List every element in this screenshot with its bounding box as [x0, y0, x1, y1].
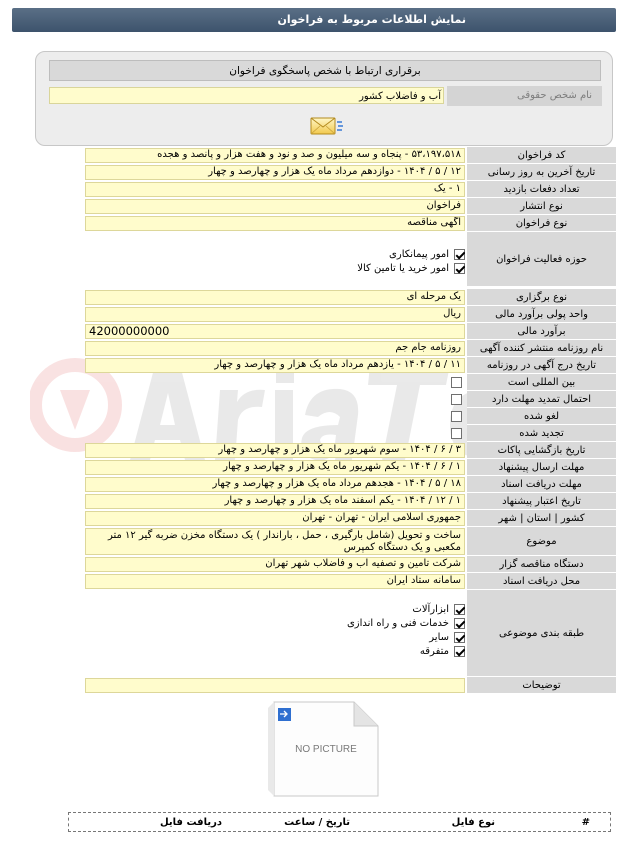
row-newspaper [85, 340, 616, 357]
call-type-value: آگهی مناقصه [85, 216, 465, 231]
row-notes [85, 677, 616, 694]
checkbox[interactable] [454, 632, 465, 643]
currency-label: واحد پولی برآورد مالی [467, 306, 616, 323]
row-visits [85, 181, 616, 198]
category-item-tools[interactable] [88, 603, 465, 616]
call-type-label: نوع فراخوان [467, 215, 616, 232]
last-update-value: ۱۲ / ۵ / ۱۴۰۴ - دوازدهم مرداد ماه یک هزار و چهارصد و چهار [85, 165, 465, 180]
renewed-checkbox[interactable] [451, 428, 462, 439]
no-picture-image [268, 700, 380, 798]
row-organizer [85, 556, 616, 573]
submit-deadline-label: مهلت ارسال پیشنهاد [467, 459, 616, 476]
files-col-type: نوع فایل [451, 817, 495, 828]
activity-item-procurement[interactable] [88, 262, 465, 275]
checkbox[interactable] [454, 263, 465, 274]
cancelled-checkbox[interactable] [451, 411, 462, 422]
location-value: جمهوری اسلامی ایران - تهران - تهران [85, 511, 465, 526]
visits-value: ۱ - یک [85, 182, 465, 197]
row-cancelled [85, 408, 616, 425]
extension-label: احتمال تمدید مهلت دارد [467, 391, 616, 408]
category-item-technical[interactable] [88, 617, 465, 630]
cancelled-value [85, 409, 465, 424]
validity-label: تاریخ اعتبار پیشنهاد [467, 493, 616, 510]
row-renewed [85, 425, 616, 442]
notes-value [85, 678, 465, 693]
doc-place-value: سامانه ستاد ایران [85, 574, 465, 589]
last-update-label: تاریخ آخرین به روز رسانی [467, 164, 616, 181]
cancelled-label: لغو شده [467, 408, 616, 425]
files-col-date: تاریخ / ساعت [284, 817, 350, 828]
row-extension [85, 391, 616, 408]
newspaper-value: روزنامه جام جم [85, 341, 465, 356]
row-category [85, 590, 616, 677]
files-col-download: دریافت فایل [160, 817, 222, 828]
newspaper-date-label: تاریخ درج آگهی در روزنامه [467, 357, 616, 374]
organizer-label: دستگاه مناقصه گزار [467, 556, 616, 573]
category-item-label: خدمات فنی و راه اندازی [346, 617, 449, 629]
code-label: کد فراخوان [467, 147, 616, 164]
visits-label: تعداد دفعات بازدید [467, 181, 616, 198]
newspaper-date-value: ۱۱ / ۵ / ۱۴۰۴ - یازدهم مرداد ماه یک هزار و چهارصد و چهار [85, 358, 465, 373]
contact-title: برقراری ارتباط با شخص پاسخگوی فراخوان [49, 60, 601, 81]
row-location [85, 510, 616, 527]
estimate-label: برآورد مالی [467, 323, 616, 340]
activity-label: حوزه فعالیت فراخوان [467, 232, 616, 287]
row-activity [85, 232, 616, 287]
mail-icon[interactable] [308, 114, 344, 138]
estimate-value: 42000000000 [85, 324, 465, 339]
activity-item-label: امور پیمانکاری [389, 248, 449, 260]
renewed-label: تجدید شده [467, 425, 616, 442]
activity-list [85, 233, 465, 286]
page-header: نمایش اطلاعات مربوط به فراخوان [12, 8, 616, 32]
currency-value: ریال [85, 307, 465, 322]
checkbox[interactable] [454, 646, 465, 657]
category-list [85, 591, 465, 676]
renewed-value [85, 426, 465, 441]
row-publish-type [85, 198, 616, 215]
notes-label: توضیحات [467, 677, 616, 694]
row-international [85, 374, 616, 391]
doc-place-label: محل دریافت اسناد [467, 573, 616, 590]
checkbox[interactable] [454, 618, 465, 629]
row-estimate [85, 323, 616, 340]
opening-date-value: ۳ / ۶ / ۱۴۰۴ - سوم شهریور ماه یک هزار و چهارصد و چهار [85, 443, 465, 458]
row-newspaper-date [85, 357, 616, 374]
row-doc-deadline [85, 476, 616, 493]
activity-item-label: امور خرید یا تامین کالا [357, 262, 449, 274]
category-item-label: متفرقه [419, 645, 449, 657]
extension-value [85, 392, 465, 407]
publish-type-value: فراخوان [85, 199, 465, 214]
row-submit-deadline [85, 459, 616, 476]
checkbox[interactable] [454, 249, 465, 260]
category-item-other[interactable] [88, 631, 465, 644]
row-subject [85, 527, 616, 556]
checkbox[interactable] [454, 604, 465, 615]
no-picture-text: NO PICTURE [295, 744, 357, 755]
international-label: بین المللی است [467, 374, 616, 391]
row-currency [85, 306, 616, 323]
legal-person-value: آب و فاضلاب کشور [49, 87, 444, 104]
newspaper-label: نام روزنامه منتشر کننده آگهی [467, 340, 616, 357]
row-code [85, 147, 616, 164]
validity-value: ۱ / ۱۲ / ۱۴۰۴ - یکم اسفند ماه یک هزار و چهارصد و چهار [85, 494, 465, 509]
row-doc-place [85, 573, 616, 590]
subject-value: ساخت و تحویل (شامل بارگیری ، حمل ، باراندار ) یک دستگاه مخزن ضربه گیر ۱۲ متر مکعبی و یک دستگاه کمپرس [85, 528, 465, 555]
publish-type-label: نوع انتشار [467, 198, 616, 215]
category-item-label: سایر [429, 631, 449, 643]
legal-person-label: نام شخص حقوقی [447, 86, 602, 106]
row-call-type [85, 215, 616, 232]
row-validity [85, 493, 616, 510]
location-label: کشور | استان | شهر [467, 510, 616, 527]
submit-deadline-value: ۱ / ۶ / ۱۴۰۴ - یکم شهریور ماه یک هزار و چهارصد و چهار [85, 460, 465, 475]
files-table-header [68, 812, 611, 832]
row-holding-type [85, 289, 616, 306]
holding-type-label: نوع برگزاری [467, 289, 616, 306]
holding-type-value: یک مرحله ای [85, 290, 465, 305]
category-label: طبقه بندی موضوعی [467, 590, 616, 677]
extension-checkbox[interactable] [451, 394, 462, 405]
contact-panel [35, 51, 613, 146]
doc-deadline-label: مهلت دریافت اسناد [467, 476, 616, 493]
code-value: ۵۳،۱۹۷،۵۱۸ - پنجاه و سه میلیون و صد و نود و هفت هزار و پانصد و هجده [85, 148, 465, 163]
international-value [85, 375, 465, 390]
category-item-label: ابزارآلات [412, 603, 449, 615]
doc-deadline-value: ۱۸ / ۵ / ۱۴۰۴ - هجدهم مرداد ماه یک هزار و چهارصد و چهار [85, 477, 465, 492]
activity-item-contracting[interactable] [88, 248, 465, 261]
files-col-number: # [581, 817, 590, 828]
subject-label: موضوع [467, 527, 616, 556]
category-item-misc[interactable] [88, 645, 465, 658]
opening-date-label: تاریخ بازگشایی پاکات [467, 442, 616, 459]
organizer-value: شرکت تامین و تصفیه آب و فاضلاب شهر تهران [85, 557, 465, 572]
international-checkbox[interactable] [451, 377, 462, 388]
row-last-update [85, 164, 616, 181]
row-opening-date [85, 442, 616, 459]
